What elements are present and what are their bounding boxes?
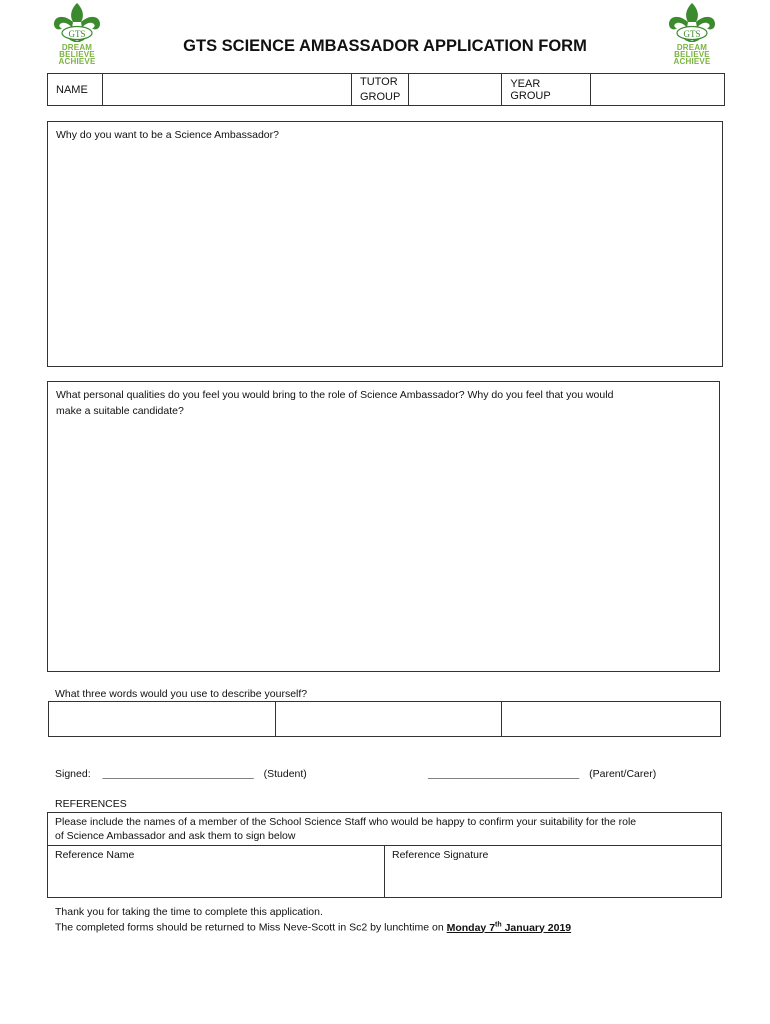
tutor-group-field[interactable]: [409, 74, 502, 106]
question-3-text: What three words would you use to describe yourself?: [55, 688, 308, 700]
parent-signature-line[interactable]: [428, 768, 656, 780]
references-instructions: Please include the names of a member of the School Science Staff who would be happy to confirm your suitability for the role of Science Ambassador and ask them to sign below: [48, 813, 722, 846]
logo-monogram: GTS: [683, 29, 701, 39]
references-table: [47, 812, 722, 898]
return-instructions: The completed forms should be returned to Miss Neve-Scott in Sc2 by lunchtime on Monday 7th January 2019: [55, 921, 572, 934]
question-1-text: Why do you want to be a Science Ambassador?: [56, 129, 279, 141]
student-label: (Student): [263, 768, 307, 780]
reference-name-field[interactable]: [48, 846, 385, 898]
thank-you-text: Thank you for taking the time to complete this application.: [55, 906, 323, 918]
word-field-3[interactable]: [502, 702, 721, 737]
student-signature-blank: ________________________________: [102, 769, 254, 779]
question-2-box[interactable]: [47, 381, 720, 672]
parent-signature-blank: ________________________________: [428, 769, 580, 779]
school-logo-right: [665, 2, 719, 70]
parent-label: (Parent/Carer): [589, 768, 657, 780]
logo-motto: DREAM BELIEVE ACHIEVE: [673, 43, 711, 66]
three-words-table: [48, 701, 721, 737]
reference-signature-field[interactable]: [385, 846, 722, 898]
signed-label: Signed:: [55, 768, 91, 780]
year-group-label: YEAR GROUP: [502, 74, 591, 106]
reference-name-label: Reference Name: [55, 849, 135, 861]
references-heading: REFERENCES: [55, 798, 127, 810]
question-2-text: What personal qualities do you feel you would bring to the role of Science Ambassador? Why do you feel that you would make a suitable candidate?: [56, 389, 614, 417]
school-logo-left: [50, 2, 104, 70]
question-1-box[interactable]: [47, 121, 723, 367]
word-field-2[interactable]: [276, 702, 502, 737]
word-field-1[interactable]: [49, 702, 276, 737]
year-group-field[interactable]: [591, 74, 725, 106]
page-title: GTS SCIENCE AMBASSADOR APPLICATION FORM: [183, 37, 587, 55]
logo-monogram: GTS: [68, 29, 86, 39]
deadline: Monday 7th January 2019: [446, 921, 572, 934]
logo-motto: DREAM BELIEVE ACHIEVE: [58, 43, 96, 66]
tutor-group-label: TUTOR GROUP: [352, 74, 409, 106]
name-field[interactable]: [103, 74, 352, 106]
name-label: NAME: [48, 74, 103, 106]
student-signature-line[interactable]: [55, 768, 307, 780]
reference-signature-label: Reference Signature: [392, 849, 489, 861]
student-details-table: [47, 73, 725, 106]
